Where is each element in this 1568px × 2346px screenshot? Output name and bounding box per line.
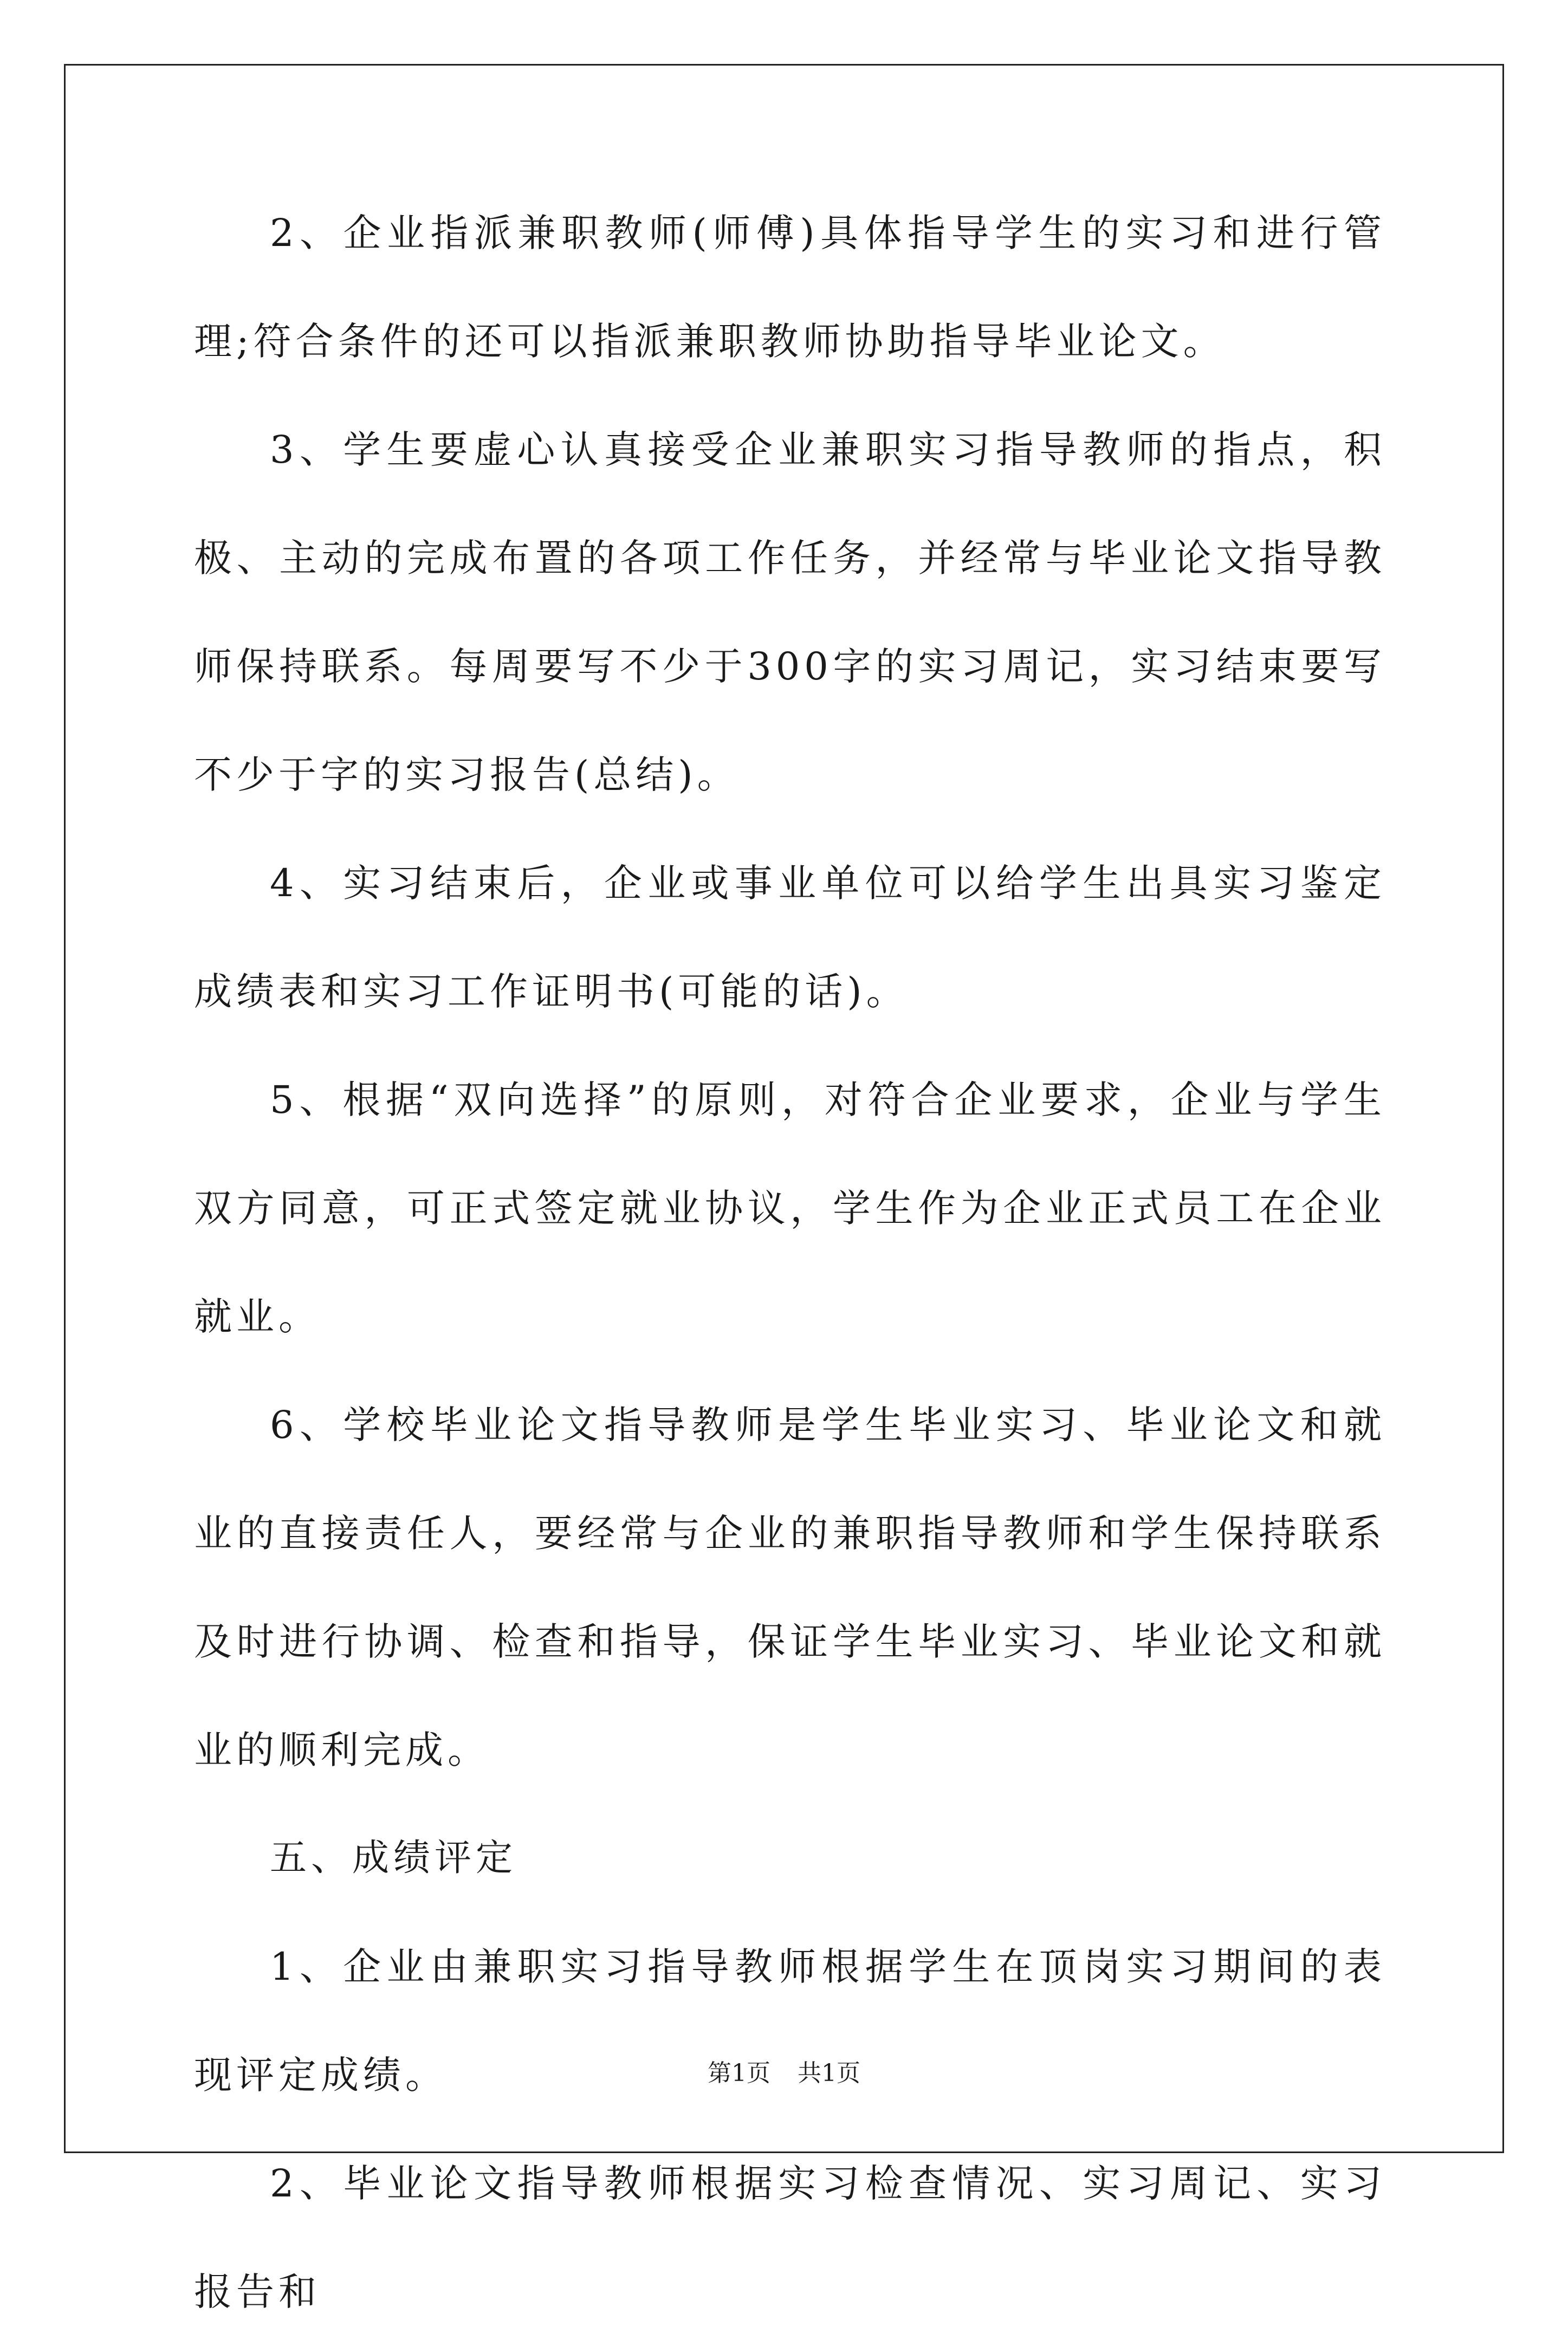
page-footer	[0, 2053, 1568, 2088]
paragraph: 2、毕业论文指导教师根据实习检查情况、实习周记、实习报告和	[194, 2161, 1386, 2314]
paragraph: 5、根据“双向选择”的原则，对符合企业要求，企业与学生双方同意，可正式签定就业协议，学生作为企业正式员工在企业就业。	[194, 1078, 1386, 1339]
document-body	[194, 179, 1386, 2346]
section-heading: 五、成绩评定	[270, 1837, 517, 1880]
paragraph: 6、学校毕业论文指导教师是学生毕业实习、毕业论文和就业的直接责任人，要经常与企业的兼职指导教师和学生保持联系及时进行协调、检查和指导，保证学生毕业实习、毕业论文和就业的顺利完成。	[194, 1403, 1386, 1772]
paragraph: 3、学生要虚心认真接受企业兼职实习指导教师的指点，积极、主动的完成布置的各项工作任务，并经常与毕业论文指导教师保持联系。每周要写不少于300字的实习周记，实习结束要写不少于字的实习报告(总结)。	[194, 427, 1386, 797]
paragraph: 1、企业由兼职实习指导教师根据学生在顶岗实习期间的表现评定成绩。	[194, 1945, 1386, 2097]
paragraph: 4、实习结束后，企业或事业单位可以给学生出具实习鉴定成绩表和实习工作证明书(可能的话)。	[194, 861, 1386, 1014]
page-total: 共1页	[798, 2059, 860, 2087]
page-number: 第1页	[708, 2059, 770, 2087]
paragraph: 2、企业指派兼职教师(师傅)具体指导学生的实习和进行管理;符合条件的还可以指派兼职教师协助指导毕业论文。	[194, 211, 1386, 364]
